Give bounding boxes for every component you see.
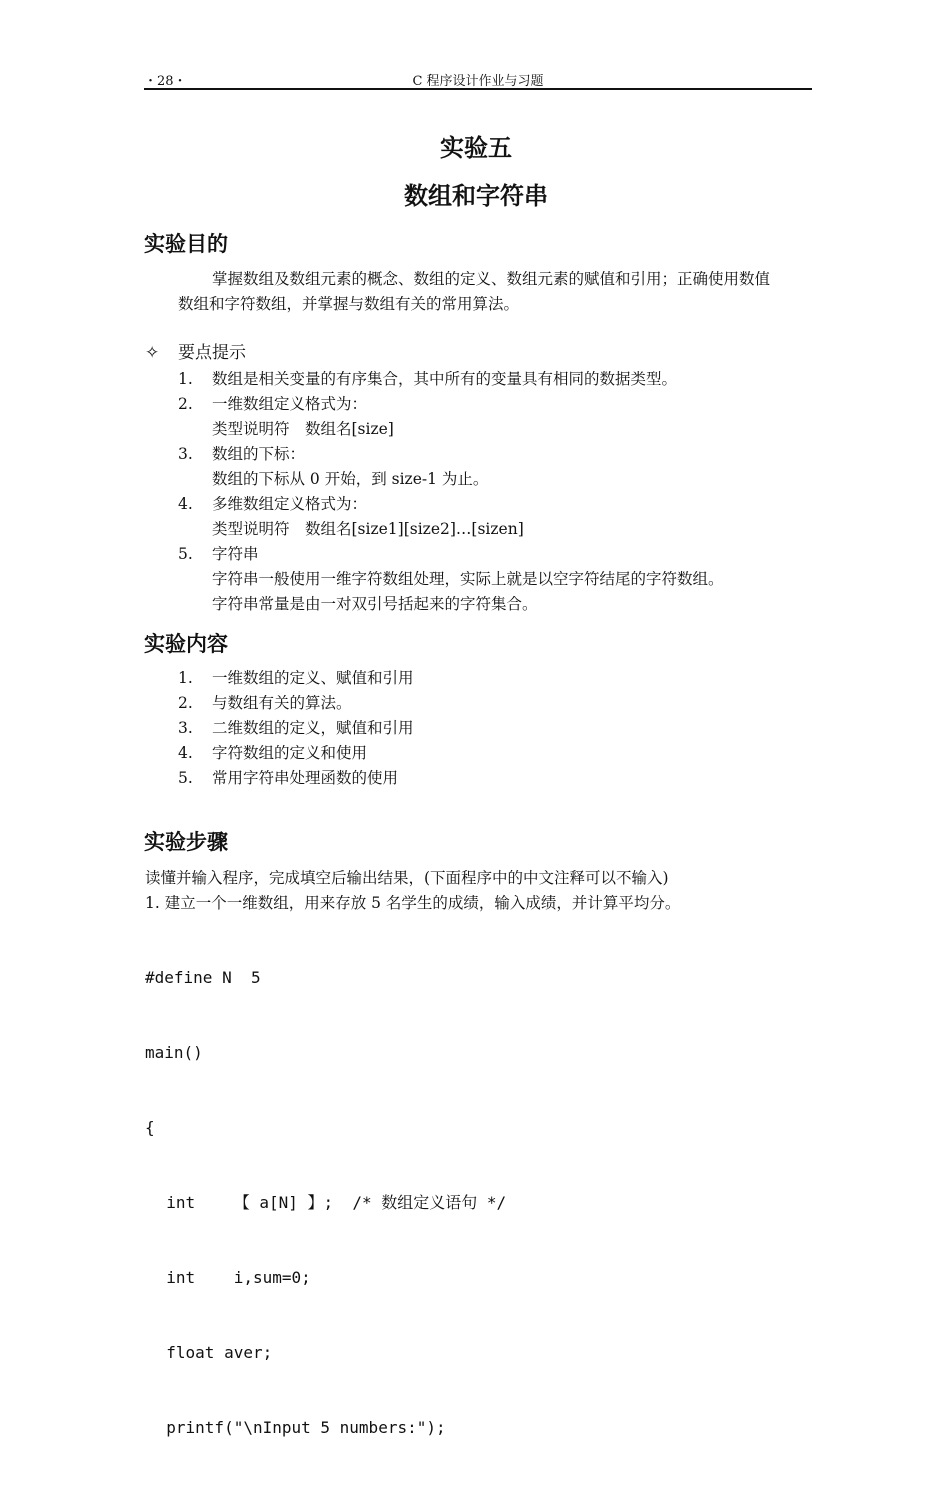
code-line: main() <box>145 1043 203 1062</box>
section-heading-content: 实验内容 <box>144 632 228 656</box>
code-line: printf("\nInput 5 numbers:"); <box>147 1418 446 1437</box>
chapter-title: 实验五 <box>440 134 512 162</box>
code-line: #define N 5 <box>145 968 261 987</box>
item-number: 1. <box>178 669 193 687</box>
code-line: int i,sum=0; <box>147 1268 311 1287</box>
item-text: 字符数组的定义和使用 <box>212 744 368 762</box>
item-number: 5. <box>178 545 193 563</box>
task-1-description: 1. 建立一个一维数组，用来存放 5 名学生的成绩，输入成绩，并计算平均分。 <box>145 894 681 912</box>
item-number: 2. <box>178 694 193 712</box>
item-text: 字符串 <box>212 545 259 563</box>
chapter-subtitle: 数组和字符串 <box>404 182 548 210</box>
purpose-line-2: 数组和字符数组，并掌握与数组有关的常用算法。 <box>178 295 520 313</box>
item-text: 数组是相关变量的有序集合，其中所有的变量具有相同的数据类型。 <box>212 370 678 388</box>
item-text: 与数组有关的算法。 <box>212 694 352 712</box>
code-line: int 【 a[N] 】; /* 数组定义语句 */ <box>147 1193 507 1212</box>
item-subtext: 字符串一般使用一维字符数组处理，实际上就是以空字符结尾的字符数组。 <box>212 570 724 588</box>
steps-intro: 读懂并输入程序，完成填空后输出结果，(下面程序中的中文注释可以不输入) <box>145 869 669 887</box>
item-text: 二维数组的定义，赋值和引用 <box>212 719 414 737</box>
diamond-bullet-icon: ✧ <box>145 343 160 363</box>
code-line: { <box>145 1118 155 1137</box>
section-heading-purpose: 实验目的 <box>144 232 228 256</box>
purpose-line-1: 掌握数组及数组元素的概念、数组的定义、数组元素的赋值和引用；正确使用数值 <box>212 270 771 288</box>
item-number: 4. <box>178 495 193 513</box>
page-number: ・28・ <box>144 74 187 89</box>
item-number: 3. <box>178 445 193 463</box>
item-subtext: 类型说明符 数组名[size] <box>212 420 394 438</box>
item-subtext: 字符串常量是由一对双引号括起来的字符集合。 <box>212 595 538 613</box>
item-subtext: 数组的下标从 0 开始，到 size-1 为止。 <box>212 470 489 488</box>
section-heading-steps: 实验步骤 <box>144 830 228 854</box>
item-subtext: 类型说明符 数组名[size1][size2]…[sizen] <box>212 520 524 538</box>
item-number: 5. <box>178 769 193 787</box>
tips-heading: 要点提示 <box>178 343 246 363</box>
item-number: 2. <box>178 395 193 413</box>
code-line: float aver; <box>147 1343 273 1362</box>
page-header <box>144 70 812 90</box>
item-number: 3. <box>178 719 193 737</box>
item-number: 1. <box>178 370 193 388</box>
item-text: 数组的下标： <box>212 445 306 463</box>
item-text: 多维数组定义格式为： <box>212 495 368 513</box>
header-rule <box>144 88 812 90</box>
item-text: 一维数组的定义、赋值和引用 <box>212 669 414 687</box>
item-number: 4. <box>178 744 193 762</box>
running-title: C 程序设计作业与习题 <box>412 74 544 89</box>
code-block <box>145 915 506 1490</box>
item-text: 常用字符串处理函数的使用 <box>212 769 399 787</box>
item-text: 一维数组定义格式为： <box>212 395 368 413</box>
